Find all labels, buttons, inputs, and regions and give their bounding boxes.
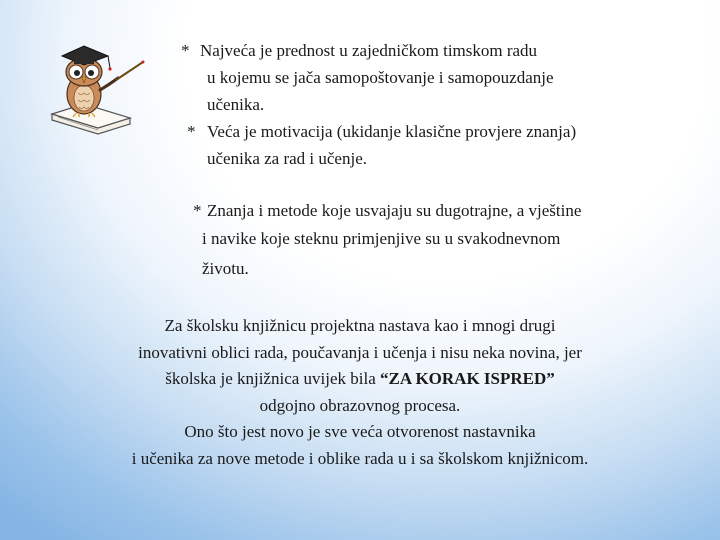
closing-paragraph: [60, 313, 660, 472]
bullet-2-line-2: učenika za rad i učenje.: [207, 149, 367, 168]
bullet-marker: *: [181, 41, 190, 60]
paragraph-line-5: Ono što jest novo je sve veća otvorenost nastavnika: [184, 422, 536, 441]
paragraph-line-2: inovativni oblici rada, poučavanja i učenja i nisu neka novina, jer: [138, 342, 582, 362]
bullet-3-line-2: i navike koje steknu primjenjive su u svakodnevnom: [202, 229, 561, 248]
emphasis-za-korak-ispred: “ZA KORAK ISPRED”: [380, 369, 555, 388]
paragraph-line-1: Za školsku knjižnicu projektna nastava kao i mnogi drugi: [164, 316, 556, 335]
bullet-marker: *: [187, 122, 196, 141]
owl-on-book-icon: [46, 38, 146, 138]
paragraph-line-3-text: školska je knjižnica uvijek bila: [165, 369, 381, 388]
bullet-1-line-1: Najveća je prednost u zajedničkom timskom radu: [200, 41, 538, 60]
paragraph-line-4: odgojno obrazovnog procesa.: [259, 395, 461, 415]
bullet-2-line-1: Veća je motivacija (ukidanje klasične provjere znanja): [207, 122, 577, 141]
paragraph-line-3: [60, 366, 660, 393]
bullet-3-line-3: životu.: [202, 259, 249, 278]
bullet-1-line-2: u kojemu se jača samopoštovanje i samopouzdanje: [207, 68, 554, 87]
paragraph-line-6: i učenika za nove metode i oblike rada u i sa školskom knjižnicom.: [131, 448, 589, 468]
bullet-1-line-3: učenika.: [207, 95, 265, 114]
bullet-marker: *: [193, 201, 202, 220]
bullet-3-line-1: Znanja i metode koje usvajaju su dugotrajne, a vještine: [207, 201, 582, 220]
